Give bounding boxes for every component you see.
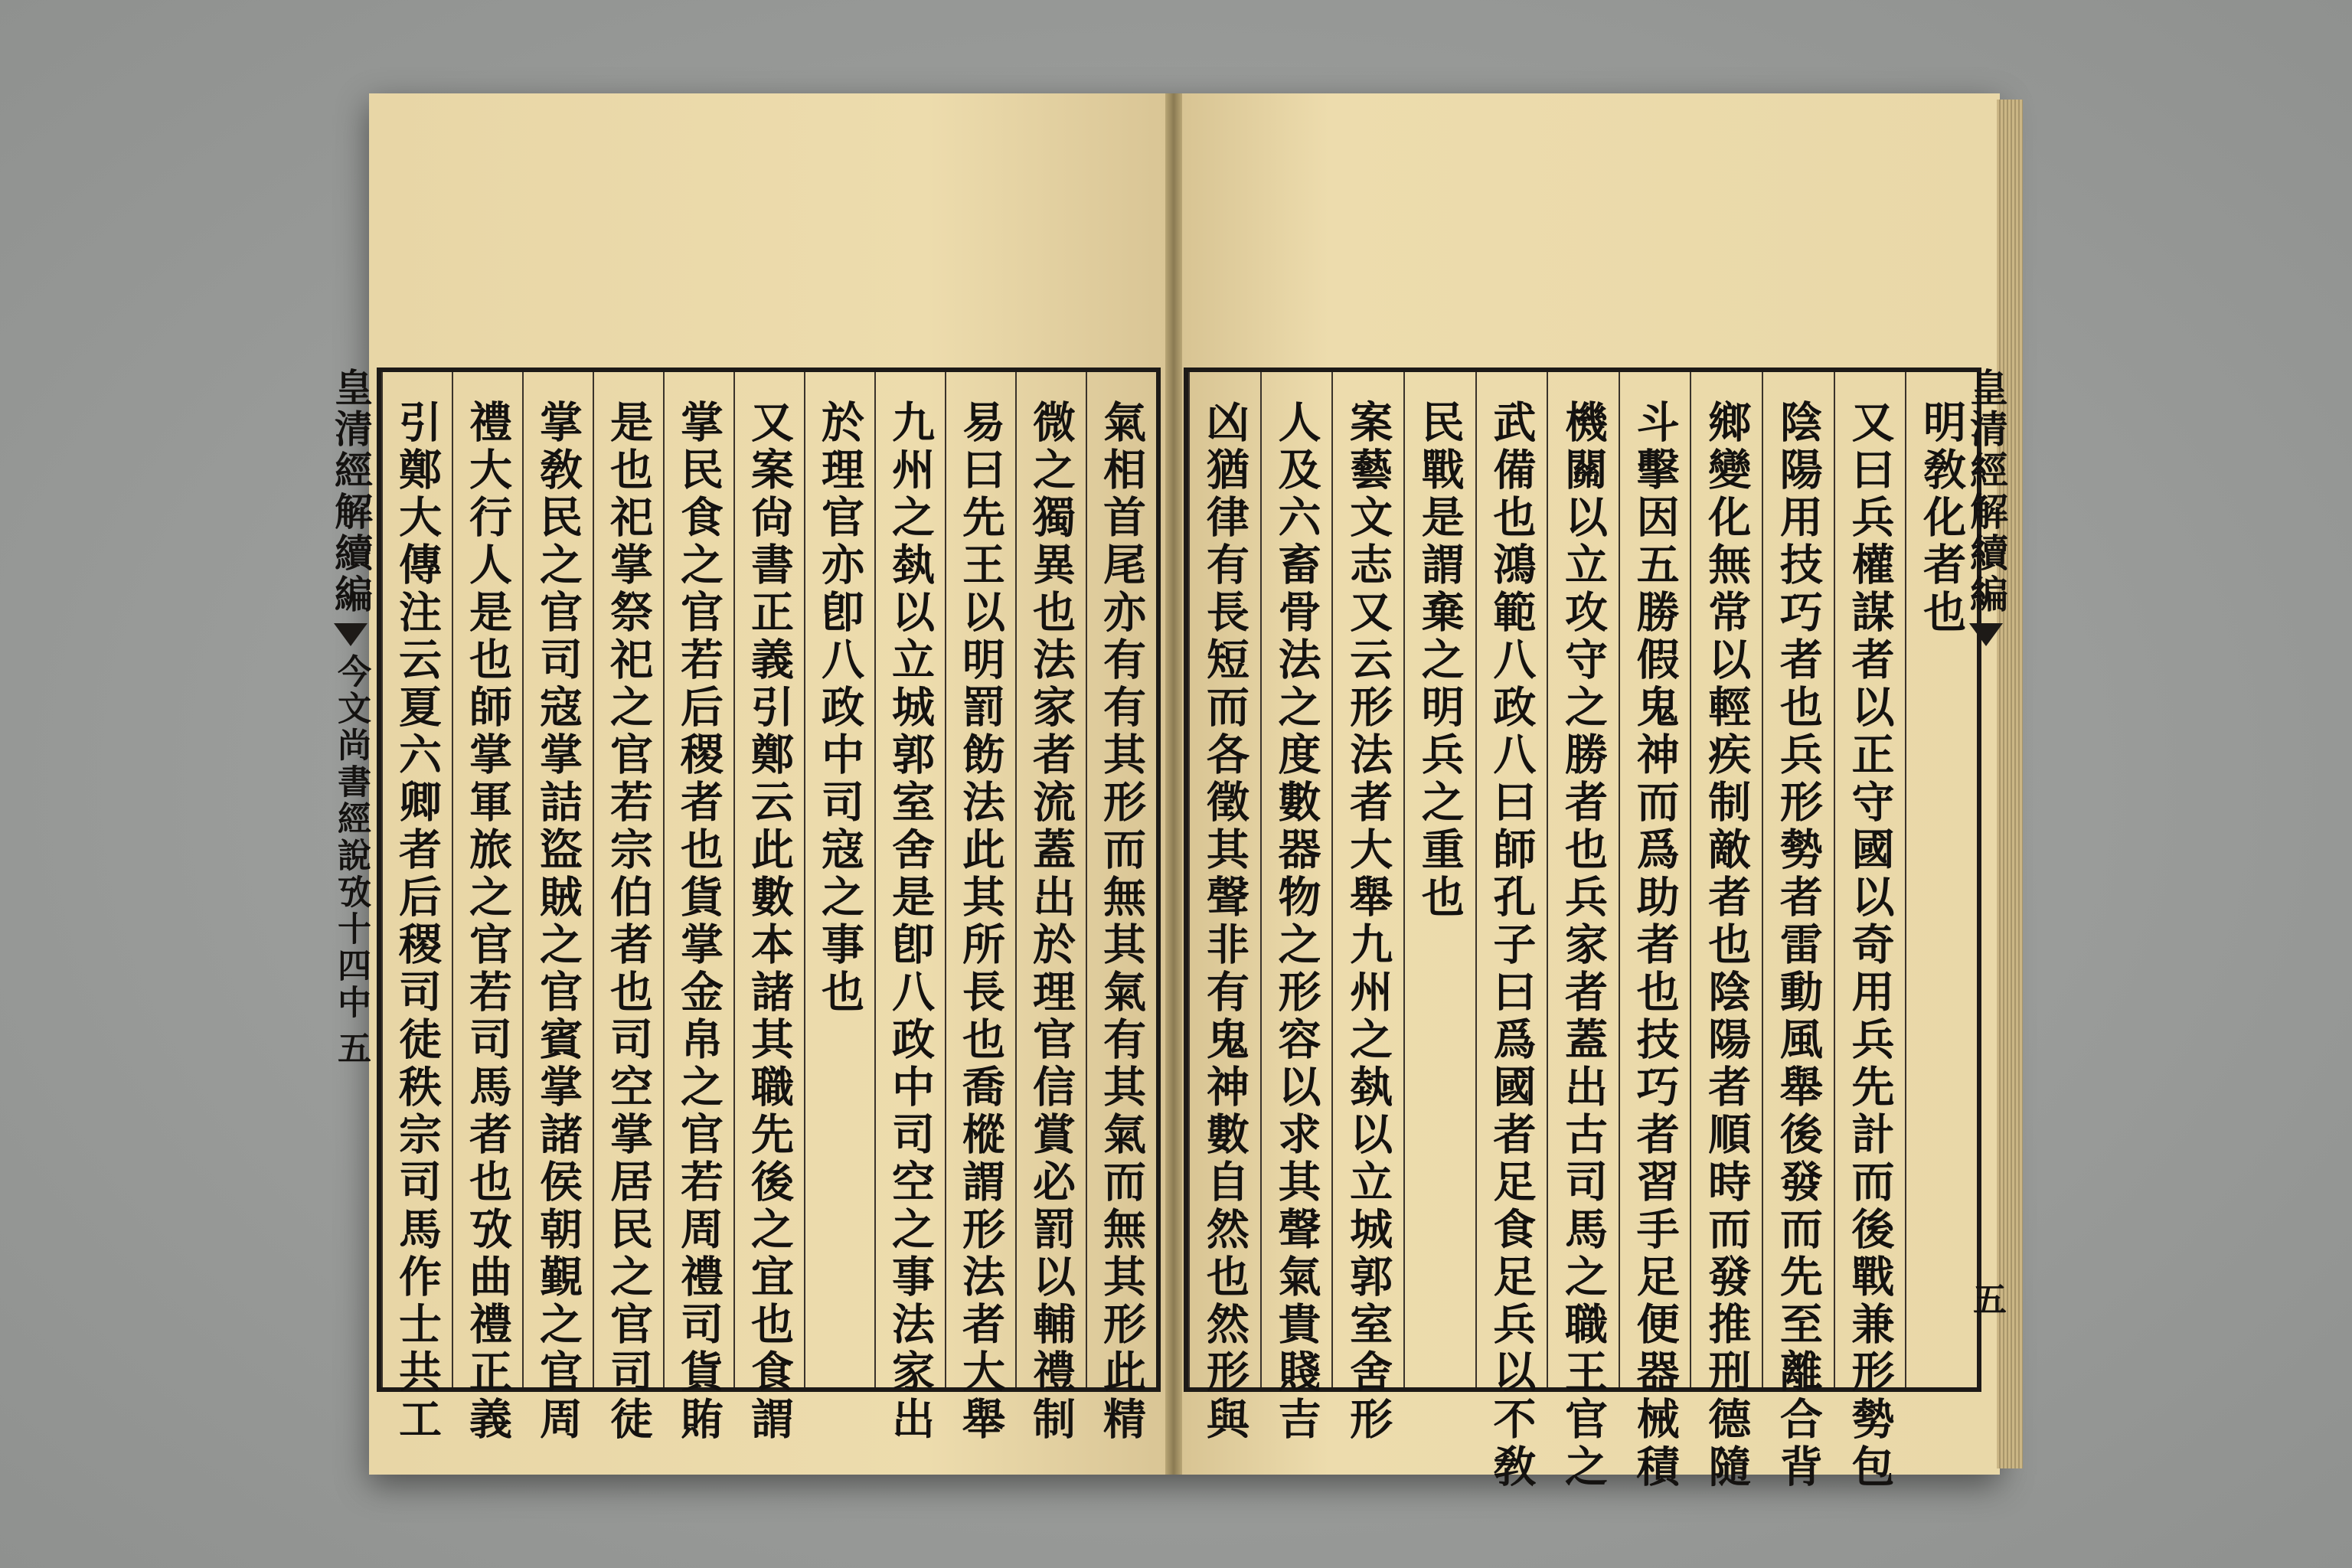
- text-column: [452, 372, 522, 1444]
- banxin-title: 皇清經解續編: [328, 368, 374, 616]
- fish-tail-mark: [334, 623, 368, 646]
- column-text: 案藝文志又云形法者大舉九州之埶以立城郭室舍形: [1343, 400, 1394, 1444]
- column-text: 掌敎民之官司寇掌詰盜賊之官賓掌諸侯朝覲之官周: [533, 400, 583, 1444]
- column-text: 又案尙書正義引鄭云此數本諸其職先後之宜也食謂: [744, 400, 795, 1444]
- column-text: 機關以立攻守之勝者也兵家者蓋出古司馬之職王官之: [1557, 400, 1609, 1491]
- column-text: 易曰先王以明罰飭法此其所長也喬樅謂形法者大舉: [956, 400, 1006, 1444]
- column-text: 武備也鴻範八政八曰師孔子曰爲國者足食足兵以不敎: [1486, 400, 1537, 1491]
- text-column: [1015, 372, 1086, 1444]
- text-column: [1260, 372, 1332, 1444]
- left-text-frame: [377, 368, 1161, 1444]
- column-text: 是也祀掌祭祀之官若宗伯者也司空掌居民之官司徒: [603, 400, 654, 1444]
- column-text: 斗擊因五勝假鬼神而爲助者也技巧者習手足便器械積: [1629, 400, 1681, 1491]
- text-column: [1188, 372, 1260, 1444]
- column-text: 陰陽用技巧者也兵形勢者雷動風舉後發而先至離合背: [1772, 400, 1824, 1491]
- column-text: 人及六畜骨法之度數器物之形容以求其聲氣貴賤吉: [1271, 400, 1322, 1444]
- text-column: [1762, 372, 1834, 1491]
- text-column: [1403, 372, 1475, 1387]
- right-banxin: [1962, 368, 2011, 1392]
- text-column: [1475, 372, 1547, 1491]
- book-spread: [328, 93, 2009, 1491]
- fish-tail-mark: [1969, 623, 2003, 646]
- text-column: [1690, 372, 1762, 1491]
- text-column: [381, 372, 452, 1444]
- text-column: [1547, 372, 1619, 1491]
- text-column: [522, 372, 593, 1444]
- text-column: [1834, 372, 1906, 1491]
- column-text: 掌民食之官若后稷者也貨掌金帛之官若周禮司貨賄: [674, 400, 724, 1444]
- column-text: 引鄭大傳注云夏六卿者后稷司徒秩宗司馬作士共工: [392, 400, 443, 1444]
- text-column: [593, 372, 663, 1444]
- text-column: [1086, 372, 1156, 1444]
- column-text: 又曰兵權謀者以正守國以奇用兵先計而後戰兼形勢包: [1844, 400, 1896, 1491]
- column-text: 九州之埶以立城郭室舍是卽八政中司空之事法家出: [885, 400, 936, 1444]
- book-gutter: [1165, 93, 1182, 1475]
- column-text: 微之獨異也法家者流蓋出於理官信賞必罰以輔禮制: [1026, 400, 1076, 1444]
- text-column: [733, 372, 804, 1444]
- column-text: 氣相首尾亦有有其形而無其氣有其氣而無其形此精: [1096, 400, 1147, 1444]
- left-banxin: [326, 368, 375, 1392]
- text-column: [1619, 372, 1690, 1491]
- page-number: 五: [332, 1031, 371, 1064]
- column-text: 鄉變化無常以輕疾制敵者也陰陽者順時而發推刑德隨: [1701, 400, 1753, 1491]
- column-text: 明敎化者也: [1916, 400, 1968, 637]
- banxin-subtitle: 今文尚書經說攷十四中: [332, 654, 371, 1021]
- column-text: 於理官亦卽八政中司寇之事也: [815, 400, 865, 1017]
- text-column: [945, 372, 1015, 1444]
- column-text: 民戰是謂棄之明兵之重也: [1414, 400, 1465, 922]
- text-column: [804, 372, 874, 1387]
- column-text: 凶猶律有長短而各徵其聲非有鬼神數自然也然形與: [1199, 400, 1250, 1444]
- column-text: 禮大行人是也師掌軍旅之官若司馬者也攷曲禮正義: [462, 400, 513, 1444]
- text-column: [874, 372, 945, 1444]
- text-column: [663, 372, 733, 1444]
- banxin-title: 皇清經解續編: [1964, 368, 2009, 616]
- text-column: [1331, 372, 1403, 1444]
- page-number: 五: [1967, 1282, 2006, 1315]
- right-text-frame: [1184, 368, 1981, 1491]
